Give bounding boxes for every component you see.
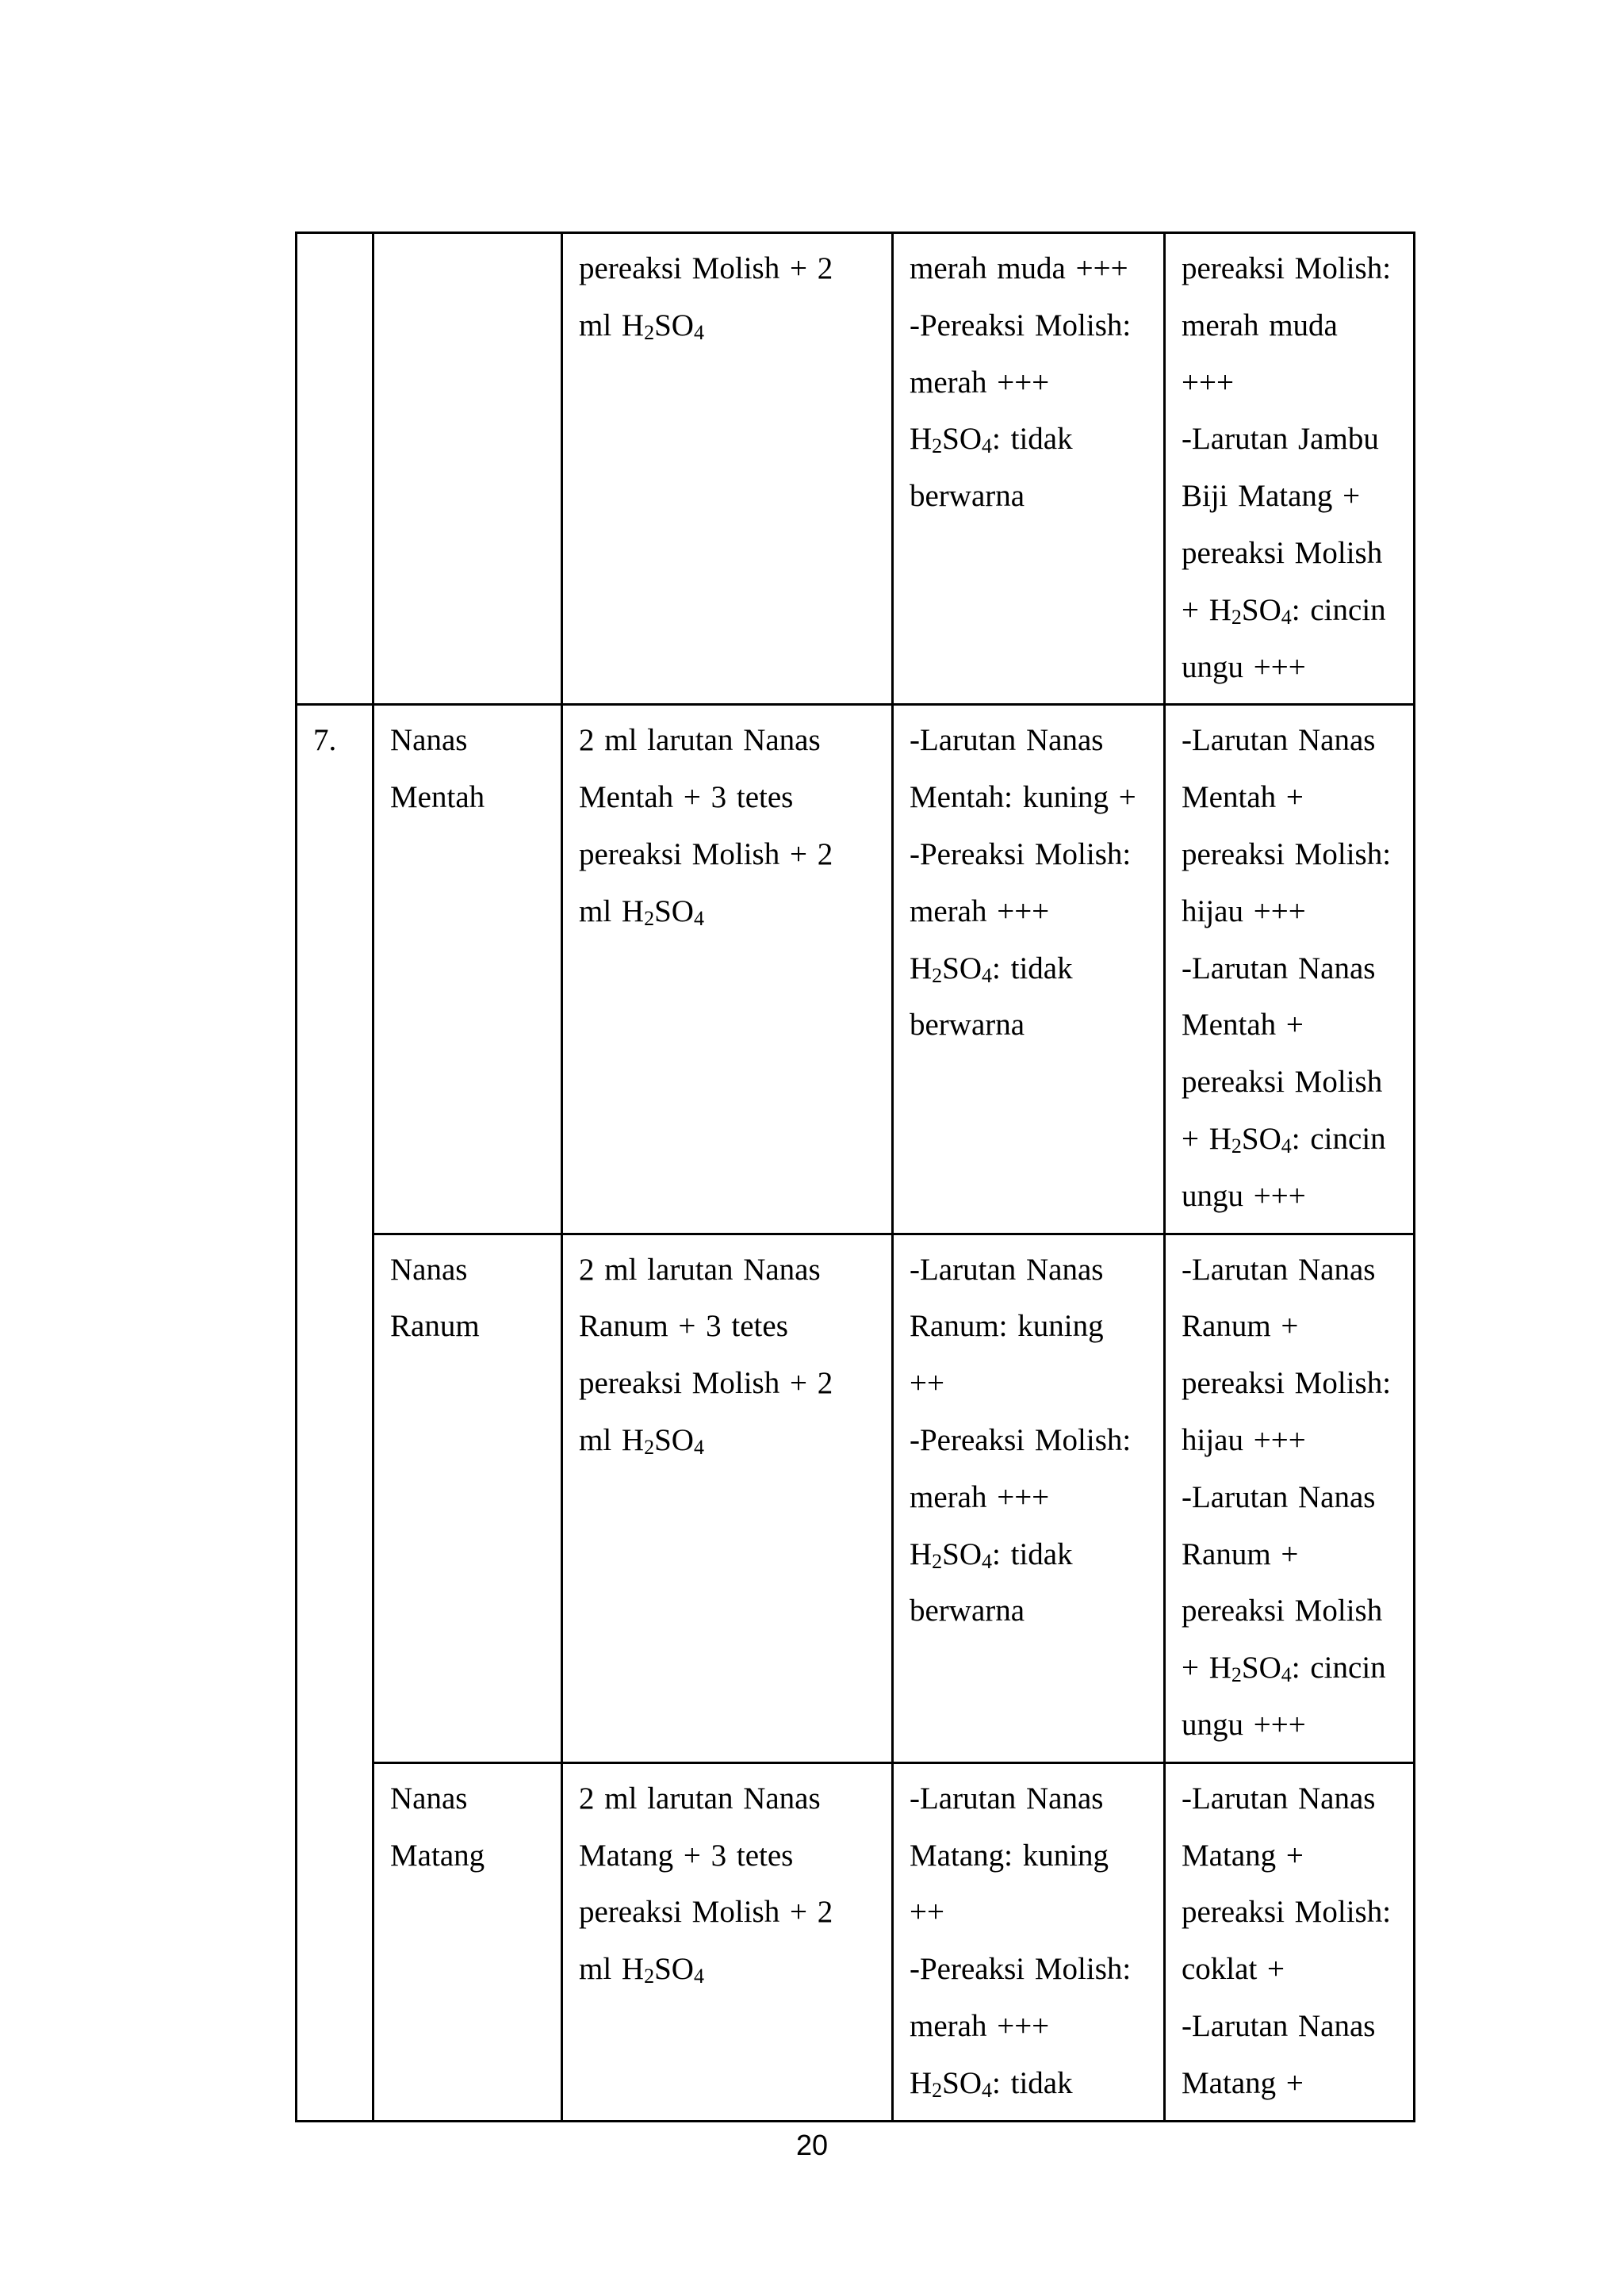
cell-line: Ranum [390,1309,480,1344]
cell-line: + $H_2SO_4$: cincin [1182,592,1386,629]
subscript: 4 [693,906,704,930]
cell-line: -Larutan Jambu [1182,422,1379,457]
subscript: 4 [693,1435,704,1459]
cell-line: hijau +++ [1182,894,1306,928]
cell-line: pereaksi Molish + 2 [579,251,833,285]
subscript: 4 [982,2078,993,2102]
cell-line: pereaksi Molish + 2 [579,1366,833,1401]
row-number-cell [297,705,373,2121]
cell-line: $H_2SO_4$: tidak [910,2065,1073,2102]
cell-line: 2 ml larutan Nanas [579,723,821,758]
cell-line: Matang + 3 tetes [579,1838,794,1873]
observation-cell [893,233,1165,705]
cell-line: -Larutan Nanas [910,1252,1104,1287]
cell-line: pereaksi Molish: [1182,1895,1392,1930]
cell-line: ml $H_2SO_4$ [579,1422,704,1459]
cell-line: Ranum + 3 tetes [579,1309,788,1344]
cell-line: -Larutan Nanas [1182,951,1376,985]
table-row [297,1762,1415,2121]
cell-line: $H_2SO_4$: tidak [910,422,1073,458]
subscript: 4 [1281,605,1292,629]
cell-line: +++ [1182,365,1234,400]
cell-line: Biji Matang + [1182,479,1361,514]
cell-line: $H_2SO_4$: tidak [910,951,1073,987]
cell-line: hijau +++ [1182,1422,1306,1457]
subscript: 4 [1281,1134,1292,1158]
cell-line: -Larutan Nanas [910,723,1104,758]
cell-line: merah +++ [910,2008,1050,2043]
subscript: 2 [932,2078,943,2102]
result-cell [1165,705,1415,1234]
subscript: 2 [932,963,943,987]
cell-line: -Larutan Nanas [1182,1252,1376,1287]
cell-line: merah +++ [910,365,1050,400]
procedure-cell [562,233,893,705]
cell-line: Mentah + [1182,1008,1304,1043]
table-row [297,705,1415,1234]
table-row [297,1234,1415,1762]
cell-line: -Pereaksi Molish: [910,308,1132,342]
cell-line: pereaksi Molish + 2 [579,836,833,871]
cell-line: 2 ml larutan Nanas [579,1252,821,1287]
sample-cell [373,1762,562,2121]
cell-line: coklat + [1182,1952,1285,1987]
subscript: 4 [982,963,993,987]
subscript: 4 [693,1965,704,1988]
page-number: 20 [795,2129,829,2161]
cell-line: Matang + [1182,2065,1304,2100]
cell-line: Matang + [1182,1838,1304,1873]
cell-line: Nanas [390,723,468,758]
cell-line: pereaksi Molish [1182,535,1383,570]
subscript: 4 [982,1549,993,1573]
cell-line: ungu +++ [1182,1707,1306,1742]
observation-cell [893,1234,1165,1762]
result-cell [1165,1762,1415,2121]
cell-line: Matang: kuning [910,1838,1109,1873]
sample-cell [373,233,562,705]
cell-line: ml $H_2SO_4$ [579,894,704,930]
cell-line: Mentah + [1182,780,1304,815]
cell-line: Mentah [390,780,485,815]
cell-line: Ranum + [1182,1536,1299,1571]
cell-line: ml $H_2SO_4$ [579,1952,704,1988]
cell-line: Nanas [390,1252,468,1287]
cell-line: -Larutan Nanas [1182,723,1376,758]
procedure-cell [562,705,893,1234]
sample-cell [373,705,562,1234]
subscript: 2 [1231,1663,1242,1687]
cell-line: Ranum + [1182,1309,1299,1344]
cell-line: pereaksi Molish [1182,1594,1383,1628]
cell-line: pereaksi Molish [1182,1065,1383,1100]
cell-line: 2 ml larutan Nanas [579,1781,821,1816]
cell-line: Mentah + 3 tetes [579,780,794,815]
cell-line: Ranum: kuning [910,1309,1104,1344]
cell-line: -Pereaksi Molish: [910,1952,1132,1987]
subscript: 2 [644,906,655,930]
cell-line: merah +++ [910,1479,1050,1514]
cell-line: ungu +++ [1182,649,1306,684]
subscript: 4 [982,434,993,458]
cell-line: merah +++ [910,894,1050,928]
cell-line: + $H_2SO_4$: cincin [1182,1651,1386,1687]
results-table [295,232,1415,2122]
cell-line: -Pereaksi Molish: [910,836,1132,871]
cell-line: Matang [390,1838,485,1873]
subscript: 2 [1231,1134,1242,1158]
subscript: 2 [644,1965,655,1988]
cell-line: -Pereaksi Molish: [910,1422,1132,1457]
cell-line: berwarna [910,1008,1025,1043]
observation-cell [893,1762,1165,2121]
result-cell [1165,1234,1415,1762]
observation-cell [893,705,1165,1234]
table-row [297,233,1415,705]
subscript: 2 [932,1549,943,1573]
cell-line: -Larutan Nanas [1182,2008,1376,2043]
cell-line: pereaksi Molish + 2 [579,1895,833,1930]
cell-line: Mentah: kuning + [910,780,1136,815]
subscript: 2 [932,434,943,458]
subscript: 2 [644,320,655,344]
cell-line: ++ [910,1895,944,1930]
cell-line: $H_2SO_4$: tidak [910,1536,1073,1573]
row-number-cell [297,233,373,705]
cell-line: pereaksi Molish: [1182,1366,1392,1401]
cell-line: ml $H_2SO_4$ [579,308,704,344]
cell-line: merah muda [1182,308,1338,342]
cell-line: pereaksi Molish: [1182,251,1392,285]
procedure-cell [562,1234,893,1762]
subscript: 4 [1281,1663,1292,1687]
cell-line: merah muda +++ [910,251,1128,285]
cell-line: ++ [910,1366,944,1401]
cell-line: -Larutan Nanas [910,1781,1104,1816]
subscript: 2 [1231,605,1242,629]
subscript: 2 [644,1435,655,1459]
result-cell [1165,233,1415,705]
cell-line: berwarna [910,1594,1025,1628]
cell-line: + $H_2SO_4$: cincin [1182,1121,1386,1158]
cell-line: ungu +++ [1182,1178,1306,1213]
cell-line: berwarna [910,479,1025,514]
sample-cell [373,1234,562,1762]
cell-line: pereaksi Molish: [1182,836,1392,871]
cell-line: Nanas [390,1781,468,1816]
cell-line: -Larutan Nanas [1182,1781,1376,1816]
procedure-cell [562,1762,893,2121]
subscript: 4 [693,320,704,344]
cell-line: -Larutan Nanas [1182,1479,1376,1514]
row-number: 7. [313,723,337,758]
